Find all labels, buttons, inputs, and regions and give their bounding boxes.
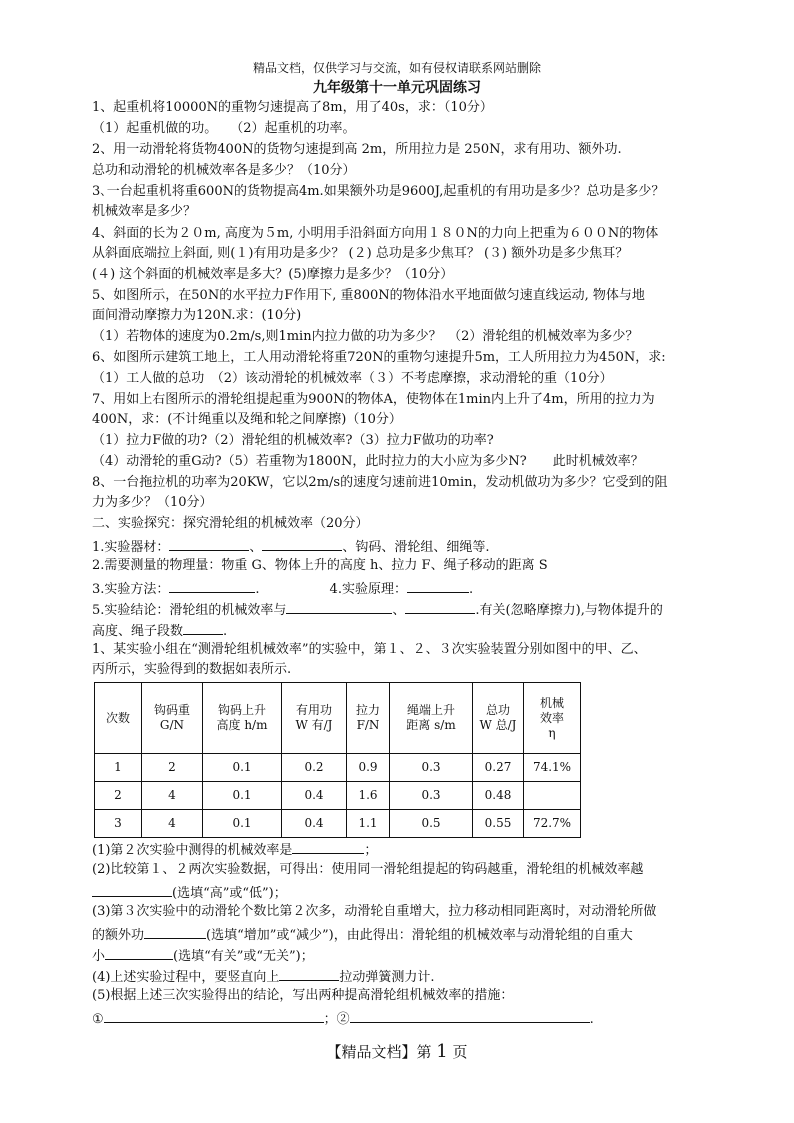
question-line: （1）拉力F做的功?（2）滑轮组的机械效率?（3）拉力F做功的功率? <box>92 433 494 448</box>
table-cell: 0.48 <box>473 782 524 810</box>
followup-line-5: (5)根据上述三次实验得出的结论，写出两种提高滑轮组机械效率的措施： <box>92 988 514 1003</box>
question-line: 2、用一动滑轮将货物400N的货物匀速提到高 2m，所用拉力是 250N，求有用功、额外功. <box>92 142 622 157</box>
table-cell: 0.4 <box>282 810 347 838</box>
table-cell: 0.1 <box>203 782 282 810</box>
followup-text: (1)第２次实验中测得的机械效率是 <box>92 843 293 858</box>
exp-text: . <box>468 582 474 597</box>
table-header-cell: 绳端上升 距离 s/m <box>390 683 473 754</box>
table-cell: 0.55 <box>473 810 524 838</box>
question-line: 400N，求：(不计绳重以及绳和轮之间摩擦)（10分） <box>92 412 402 427</box>
followup-text: (4)上述实验过程中，要竖直向上 <box>92 970 280 985</box>
question-line: （1）若物体的速度为0.2m/s,则1min内拉力做的功为多少？ （2）滑轮组的机械效率为多少？ <box>92 329 639 344</box>
table-cell: 4 <box>142 782 203 810</box>
question-line: 8、一台拖拉机的功率为20KW，它以2m/s的速度匀速前进10min，发动机做功为多少？它受到的阻 <box>92 475 668 490</box>
question-line: 总功和动滑轮的机械效率各是多少？（10分） <box>92 163 356 178</box>
answer-blank[interactable] <box>169 537 249 551</box>
exp-line-5 <box>92 600 712 619</box>
followup-text: ① <box>92 1012 104 1027</box>
exp-text: . <box>255 582 260 597</box>
exp-text: . <box>223 624 228 639</box>
followup-line-4 <box>92 967 712 986</box>
table-cell: 3 <box>95 810 142 838</box>
table-cell: 0.1 <box>203 810 282 838</box>
followup-text: . <box>589 1012 594 1027</box>
table-cell: 1.1 <box>347 810 390 838</box>
question-line: 力为多少？（10分） <box>92 495 213 510</box>
table-cell: 0.4 <box>282 782 347 810</box>
exp-text: .有关(忽略摩擦力),与物体提升的 <box>475 603 663 618</box>
table-cell: 1 <box>95 754 142 782</box>
page-title: 九年级第十一单元巩固练习 <box>313 80 481 96</box>
question-line: （4）动滑轮的重G动?（5）若重物为1800N，此时拉力的大小应为多少N? 此时机械效率？ <box>92 454 644 469</box>
table-cell: 0.3 <box>390 754 473 782</box>
table-header-cell: 有用功 W 有/J <box>282 683 347 754</box>
answer-blank[interactable] <box>183 621 223 635</box>
followup-text: (选填“增加”或“减少”)，由此得出：滑轮组的机械效率与动滑轮组的自重大 <box>206 928 633 943</box>
table-header-cell: 拉力 F/N <box>347 683 390 754</box>
table-cell: 4 <box>142 810 203 838</box>
followup-text: 小 <box>92 949 106 964</box>
table-cell: 0.5 <box>390 810 473 838</box>
exp-text: 3.实验方法： <box>92 582 170 597</box>
exp-text: 5.实验结论：滑轮组的机械效率与 <box>92 603 287 618</box>
table-row <box>95 810 581 838</box>
followup-text: (选填“有关”或“无关”)； <box>173 949 314 964</box>
exp-line-5b <box>92 621 712 640</box>
exp-text: 1.实验器材： <box>92 540 170 555</box>
exp-line-2: 2.需要测量的物理量：物重 G、物体上升的高度 h、拉力 F、绳子移动的距离 S <box>92 558 548 573</box>
exp-text: 高度、绳子段数 <box>92 624 184 639</box>
question-line: 7、用如上右图所示的滑轮组提起重为900N的物体A，使物体在1min内上升了4m，所用的拉力为 <box>92 392 655 407</box>
table-cell: 72.7% <box>524 810 581 838</box>
question-line: 机械效率是多少？ <box>92 204 197 219</box>
answer-blank[interactable] <box>407 579 469 593</box>
table-header-cell: 总功 W 总/J <box>473 683 524 754</box>
followup-line-6 <box>92 1009 712 1028</box>
question-line: 面间滑动摩擦力为120N.求：(10分) <box>92 308 302 323</box>
question-line: 3､一台起重机将重600N的货物提高4m.如果额外功是9600J,起重机的有用功是多少？总功是多少？ <box>92 184 665 199</box>
question-line: 6、如图所示建筑工地上，工人用动滑轮将重720N的重物匀速提升5m，工人所用拉力为450N，求: <box>92 350 666 365</box>
question-line: （1）起重机做的功。 （2）起重机的功率。 <box>92 121 356 136</box>
answer-blank[interactable] <box>104 1009 324 1023</box>
table-row <box>95 754 581 782</box>
followup-line-3c <box>92 946 712 965</box>
followup-text: (选填“高”或“低”)； <box>172 886 287 901</box>
answer-blank[interactable] <box>292 840 364 854</box>
question-line: 5、如图所示，在50N的水平拉力F作用下, 重800N的物体沿水平地面做匀速直线运动, 物体与地 <box>92 288 645 303</box>
exp-text: 、钩码、滑轮组、细绳等. <box>342 540 490 555</box>
table-cell: 0.27 <box>473 754 524 782</box>
table-header-cell: 钩码上升 高度 h/m <box>203 683 282 754</box>
table-cell: 0.9 <box>347 754 390 782</box>
header-note: 精品文档，仅供学习与交流，如有侵权请联系网站删除 <box>252 61 541 75</box>
exp-intro: 丙所示，实验得到的数据如表所示. <box>92 662 292 677</box>
followup-text: ； <box>364 843 378 858</box>
table-cell: 74.1% <box>524 754 581 782</box>
data-table <box>94 682 581 838</box>
answer-blank[interactable] <box>262 537 342 551</box>
answer-blank[interactable] <box>279 967 339 981</box>
section-heading: 二、实验探究：探究滑轮组的机械效率（20分） <box>92 516 369 531</box>
page-footer <box>0 1041 794 1062</box>
followup-line-3b <box>92 925 712 944</box>
question-line: (４) 这个斜面的机械效率是多大？(5)摩擦力是多少？（10分） <box>92 267 454 282</box>
page-number: 1 <box>436 1041 448 1062</box>
answer-blank[interactable] <box>405 600 475 614</box>
question-line: （1）工人做的总功 （2）该动滑轮的机械效率（３）不考虑摩擦，求动滑轮的重（10分） <box>92 371 613 386</box>
answer-blank[interactable] <box>169 579 255 593</box>
followup-text: 的额外功 <box>92 928 145 943</box>
table-row <box>95 782 581 810</box>
question-line: 从斜面底端拉上斜面, 则(１)有用功是多少？ (２) 总功是多少焦耳？ (３) 额外功是多少焦耳？ <box>92 246 629 261</box>
answer-blank[interactable] <box>105 946 173 960</box>
answer-blank[interactable] <box>92 883 172 897</box>
exp-line-1 <box>92 537 712 556</box>
followup-line-3: (3)第３次实验中的动滑轮个数比第２次多，动滑轮自重增大，拉力移动相同距离时，对动滑轮所做 <box>92 904 657 919</box>
exp-text: 4.实验原理： <box>329 582 407 597</box>
followup-text: ；② <box>323 1012 350 1027</box>
followup-line-2: (2)比较第１、２两次实验数据，可得出：使用同一滑轮组提起的钩码越重，滑轮组的机械效率越 <box>92 862 644 877</box>
table-header-cell: 机械 效率 η <box>524 683 581 754</box>
table-header-cell: 次数 <box>95 683 142 754</box>
table-cell: 1.6 <box>347 782 390 810</box>
answer-blank[interactable] <box>286 600 392 614</box>
question-line: 4、斜面的长为２０m, 高度为５m, 小明用手沿斜面方向用１８０N的力向上把重为６００N的物体 <box>92 226 659 241</box>
exp-text: 、 <box>249 540 263 555</box>
table-header-cell: 钩码重 G/N <box>142 683 203 754</box>
followup-line-1 <box>92 840 712 859</box>
exp-text: 、 <box>392 603 406 618</box>
table-cell: 0.3 <box>390 782 473 810</box>
table-header-row <box>95 683 581 754</box>
table-cell: 0.2 <box>282 754 347 782</box>
footer-prefix: 【精品文档】第 <box>326 1043 432 1061</box>
exp-line-3 <box>92 579 712 598</box>
table-cell: 2 <box>95 782 142 810</box>
footer-suffix: 页 <box>452 1043 468 1061</box>
table-cell <box>524 782 581 810</box>
exp-intro: 1、某实验小组在“测滑轮组机械效率”的实验中，第１、２、３次实验装置分别如图中的甲、乙、 <box>92 642 647 657</box>
answer-blank[interactable] <box>350 1009 590 1023</box>
answer-blank[interactable] <box>144 925 206 939</box>
followup-text: 拉动弹簧测力计. <box>339 970 435 985</box>
table-cell: 2 <box>142 754 203 782</box>
table-cell: 0.1 <box>203 754 282 782</box>
question-line: 1、起重机将10000N的重物匀速提高了8m，用了40s，求：（10分） <box>92 100 493 115</box>
followup-line-2b <box>92 883 712 902</box>
